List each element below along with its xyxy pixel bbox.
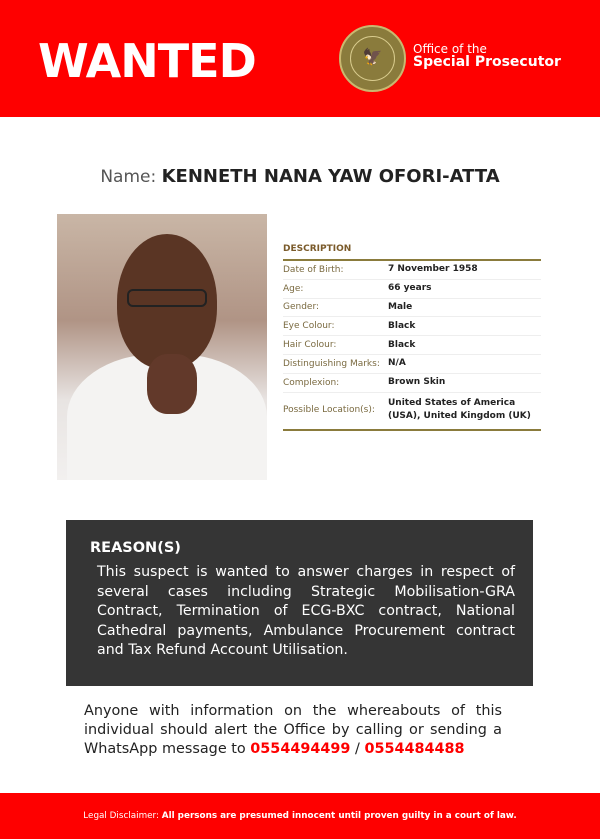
row-value: 66 years bbox=[388, 283, 432, 294]
row-value: United States of America (USA), United Kingdom (UK) bbox=[388, 397, 531, 421]
row-value: 7 November 1958 bbox=[388, 264, 478, 275]
legal-disclaimer: Legal Disclaimer: All persons are presumed innocent until proven guilty in a court of law. bbox=[0, 793, 600, 839]
office-name: Office of the Special Prosecutor bbox=[413, 42, 561, 70]
eagle-icon: 🦅 bbox=[362, 47, 383, 66]
contact-info: Anyone with information on the whereabouts of this individual should alert the Office by calling or sending a WhatsApp message to 0554494499 / 0554484488 bbox=[84, 703, 502, 757]
description-row bbox=[283, 374, 541, 393]
description-row bbox=[283, 317, 541, 336]
description-row bbox=[283, 393, 541, 429]
description-row bbox=[283, 280, 541, 299]
description-row bbox=[283, 299, 541, 318]
description-row bbox=[283, 355, 541, 374]
suspect-photo bbox=[57, 214, 267, 480]
wanted-title: WANTED bbox=[38, 34, 256, 88]
description-table bbox=[283, 244, 541, 431]
suspect-name: Name: KENNETH NANA YAW OFORI-ATTA bbox=[100, 166, 500, 187]
phone-1[interactable]: 0554494499 bbox=[250, 741, 351, 757]
reason-title: REASON(S) bbox=[90, 540, 181, 556]
row-value: Brown Skin bbox=[388, 377, 446, 388]
row-value: N/A bbox=[388, 358, 406, 369]
row-value: Male bbox=[388, 301, 413, 312]
header-banner bbox=[0, 0, 600, 117]
row-label: Age: bbox=[283, 283, 304, 294]
reason-box bbox=[66, 520, 533, 686]
row-label: Date of Birth: bbox=[283, 264, 344, 275]
row-value: Black bbox=[388, 320, 416, 331]
row-label: Complexion: bbox=[283, 377, 340, 388]
description-row bbox=[283, 336, 541, 355]
phone-2[interactable]: 0554484488 bbox=[364, 741, 465, 757]
row-label: Possible Location(s): bbox=[283, 404, 375, 415]
reason-body: This suspect is wanted to answer charges in respect of several cases including Strategic Mobilisation-GRA Contract, Termination of ECG-BXC contract, National Cathedral payments, Ambulance Procurement contract and Tax Refund Account Utilisation. bbox=[97, 564, 515, 658]
description-title: DESCRIPTION bbox=[283, 244, 352, 254]
row-label: Hair Colour: bbox=[283, 340, 337, 351]
row-value: Black bbox=[388, 339, 416, 350]
row-label: Gender: bbox=[283, 302, 320, 313]
row-label: Distinguishing Marks: bbox=[283, 358, 380, 369]
row-label: Eye Colour: bbox=[283, 321, 335, 332]
description-row bbox=[283, 261, 541, 280]
osp-seal-logo bbox=[339, 25, 406, 92]
